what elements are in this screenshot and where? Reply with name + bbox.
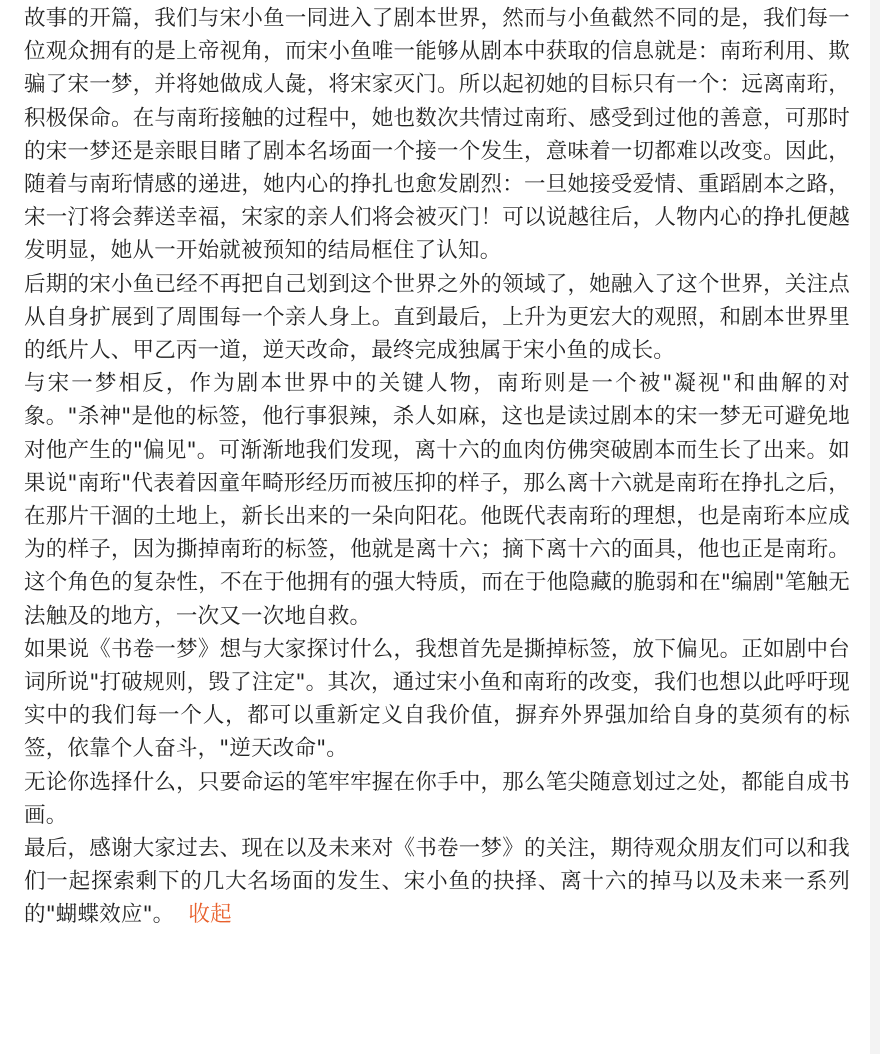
scrollbar-track[interactable] xyxy=(870,0,880,1054)
article-paragraph-5: 无论你选择什么，只要命运的笔牢牢握在你手中，那么笔尖随意划过之处，都能自成书画。 xyxy=(24,769,850,828)
article-paragraph-2: 后期的宋小鱼已经不再把自己划到这个世界之外的领域了，她融入了这个世界，关注点从自身扩展到了周围每一个亲人身上。直到最后，上升为更宏大的观照，和剧本世界里的纸片人、甲乙丙一道，逆天改命，最终完成独属于宋小鱼的成长。 xyxy=(24,271,850,364)
article-paragraph-6 xyxy=(24,832,850,932)
article-paragraph-4: 如果说《书卷一梦》想与大家探讨什么，我想首先是撕掉标签，放下偏见。正如剧中台词所说"打破规则，毁了注定"。其次，通过宋小鱼和南珩的改变，我们也想以此呼吁现实中的我们每一个人，都可以重新定义自我价值，摒弃外界强加给自身的莫须有的标签，依靠个人奋斗，"逆天改命"。 xyxy=(24,636,850,762)
article-paragraph-3: 与宋一梦相反，作为剧本世界中的关键人物，南珩则是一个被"凝视"和曲解的对象。"杀神"是他的标签，他行事狠辣，杀人如麻，这也是读过剧本的宋一梦无可避免地对他产生的"偏见"。可渐渐地我们发现，离十六的血肉仿佛突破剧本而生长了出来。如果说"南珩"代表着因童年畸形经历而被压抑的样子，那么离十六就是南珩在挣扎之后，在那片干涸的土地上，新长出来的一朵向阳花。他既代表南珩的理想，也是南珩本应成为的样子，因为撕掉南珩的标签，他就是离十六；摘下离十六的面具，他也正是南珩。这个角色的复杂性，不在于他拥有的强大特质，而在于他隐藏的脆弱和在"编剧"笔触无法触及的地方，一次又一次地自救。 xyxy=(24,371,850,629)
article-paragraph-1: 故事的开篇，我们与宋小鱼一同进入了剧本世界，然而与小鱼截然不同的是，我们每一位观众拥有的是上帝视角，而宋小鱼唯一能够从剧本中获取的信息就是：南珩利用、欺骗了宋一梦，并将她做成人彘，将宋家灭门。所以起初她的目标只有一个：远离南珩，积极保命。在与南珩接触的过程中，她也数次共情过南珩、感受到过他的善意，可那时的宋一梦还是亲眼目睹了剧本名场面一个接一个发生，意味着一切都难以改变。因此，随着与南珩情感的递进，她内心的挣扎也愈发剧烈：一旦她接受爱情、重蹈剧本之路，宋一汀将会葬送幸福，宋家的亲人们将会被灭门！可以说越往后，人物内心的挣扎便越发明显，她从一开始就被预知的结局框住了认知。 xyxy=(24,6,850,264)
article-body xyxy=(24,2,850,932)
article-paragraph-6-text: 最后，感谢大家过去、现在以及未来对《书卷一梦》的关注，期待观众朋友们可以和我们一起探索剩下的几大名场面的发生、宋小鱼的抉择、离十六的掉马以及未来一系列的"蝴蝶效应"。 xyxy=(24,836,850,928)
collapse-link[interactable]: 收起 xyxy=(188,902,232,928)
